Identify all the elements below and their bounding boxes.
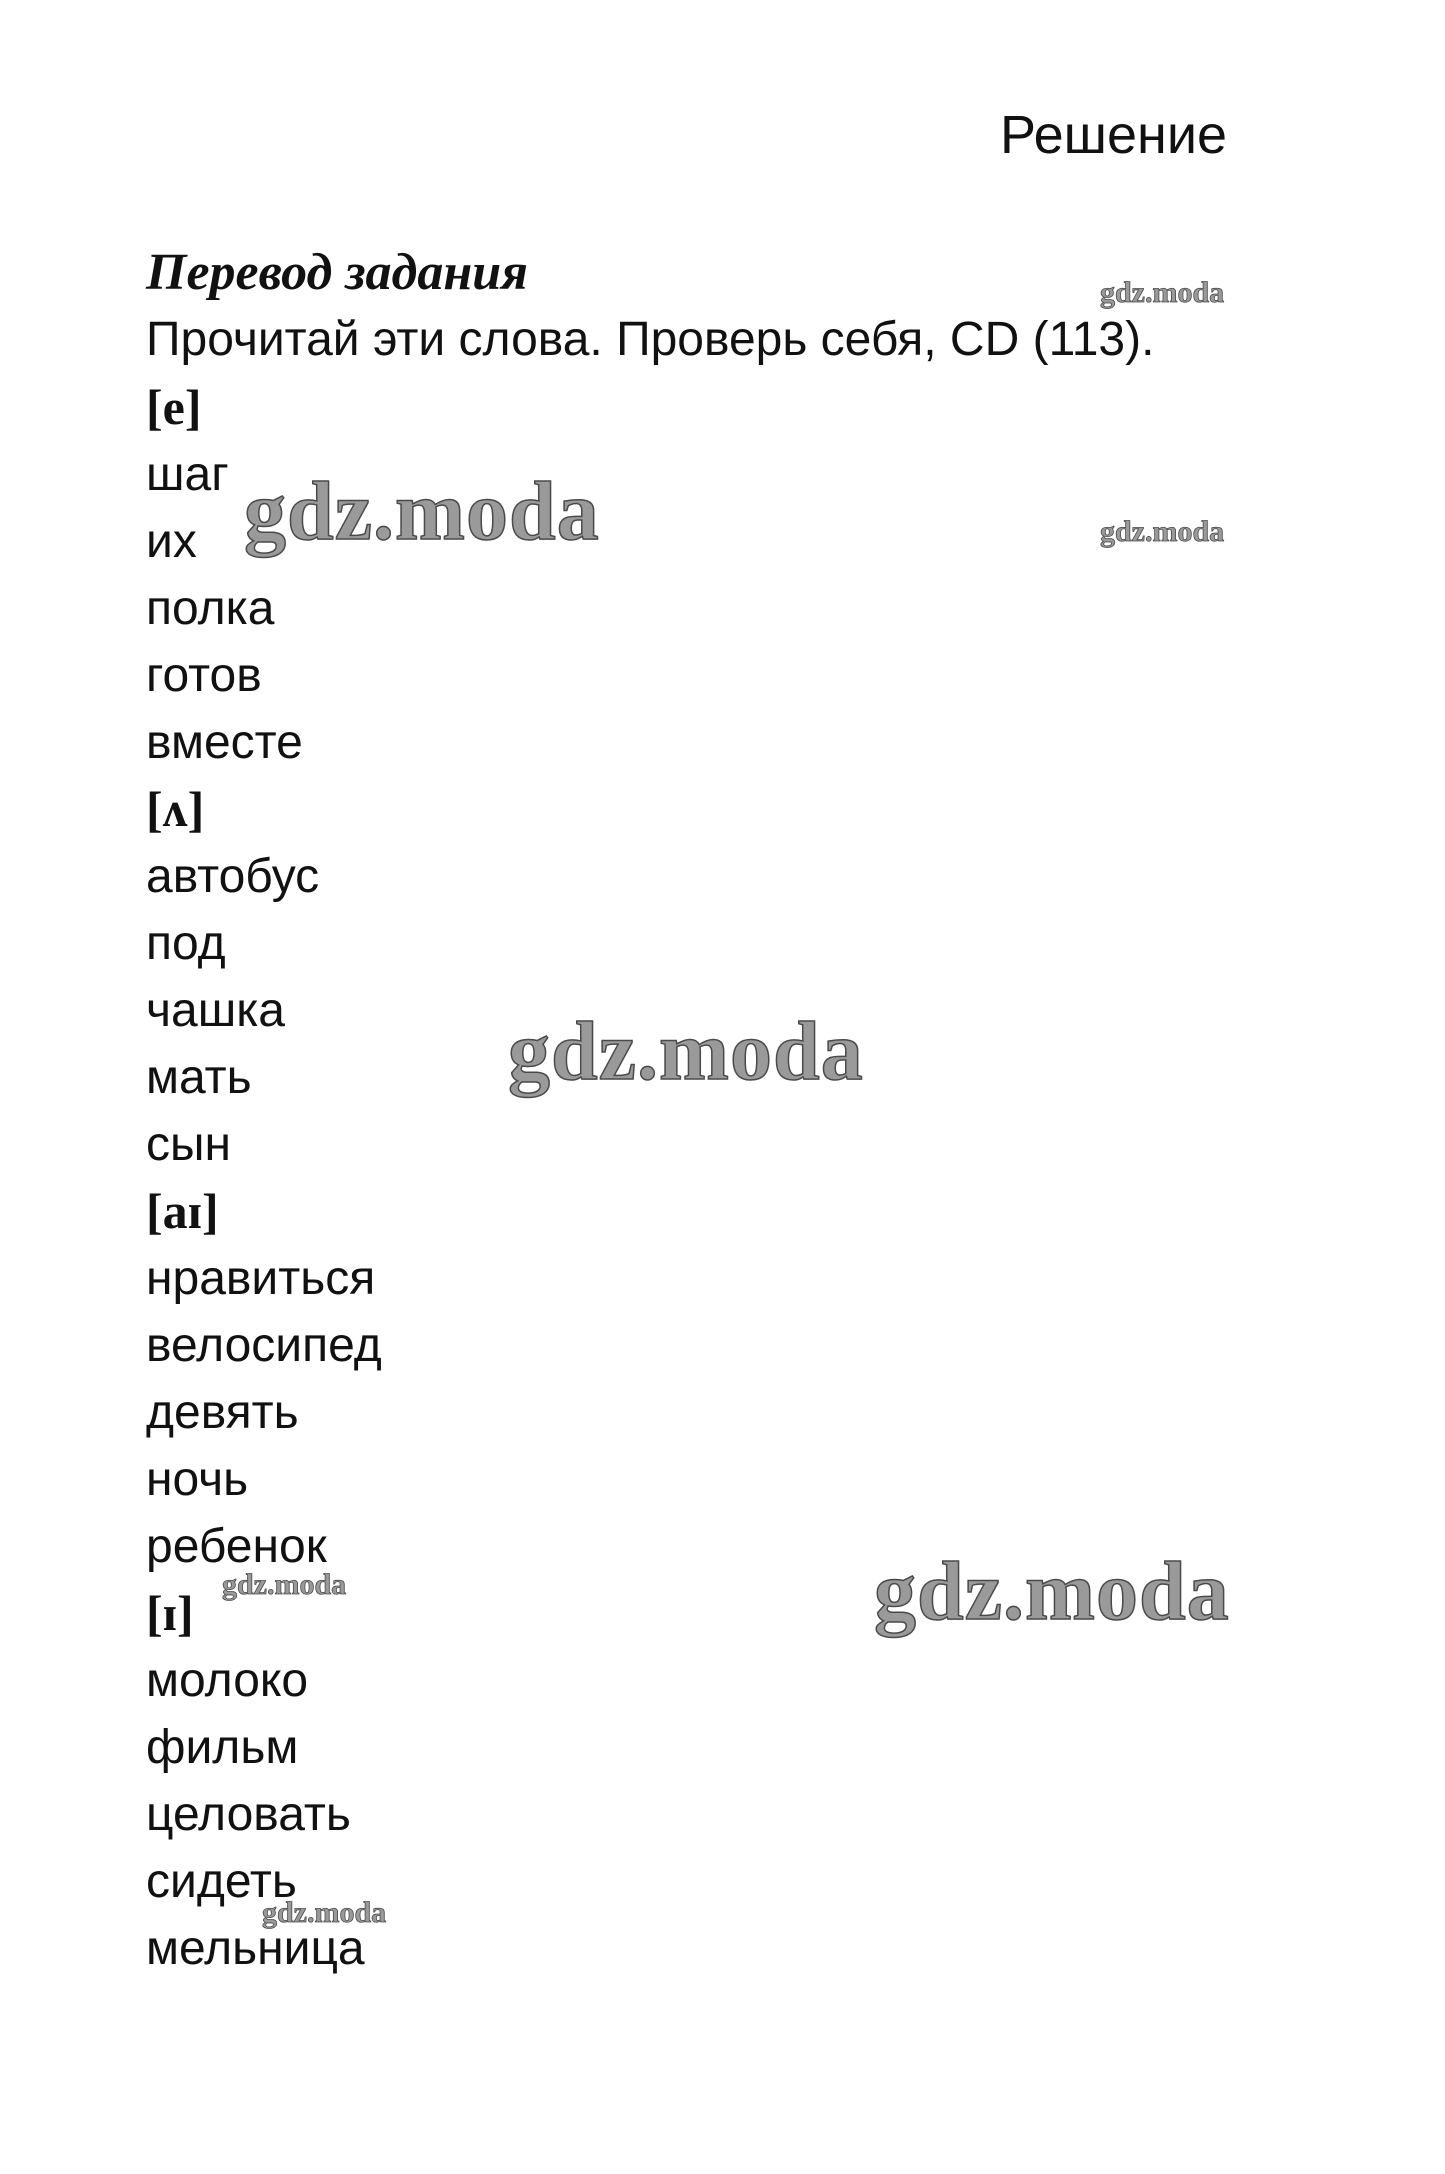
word-item: полка — [146, 582, 275, 635]
word-item: мать — [146, 1051, 252, 1104]
word-item: велосипед — [146, 1319, 382, 1372]
section-e — [146, 374, 1346, 776]
sound-label: [e] — [146, 379, 202, 435]
word-item: ночь — [146, 1453, 249, 1506]
word-item: сидеть — [146, 1855, 297, 1908]
word-item: ребенок — [146, 1520, 327, 1573]
word-item: автобус — [146, 850, 320, 903]
watermark: gdz.moda — [1100, 276, 1225, 309]
word-item: чашка — [146, 984, 285, 1037]
solution-heading: Решение — [1000, 105, 1228, 165]
task-title: Перевод задания — [146, 244, 528, 301]
word-item: молоко — [146, 1654, 309, 1707]
word-item: готов — [146, 649, 262, 702]
word-item: под — [146, 917, 226, 970]
sound-label: [ɪ] — [146, 1585, 194, 1641]
word-item: их — [146, 515, 197, 568]
watermark: gdz.moda — [1100, 515, 1225, 548]
word-item: вместе — [146, 716, 303, 769]
word-item: шаг — [146, 448, 229, 501]
word-item: сын — [146, 1118, 232, 1171]
watermark: gdz.moda — [222, 1568, 347, 1601]
watermark: gdz.moda — [874, 1545, 1230, 1638]
word-item: фильм — [146, 1721, 299, 1774]
watermark: gdz.moda — [508, 1005, 864, 1098]
section-wedge — [146, 776, 1346, 1178]
sound-label: [ʌ] — [146, 781, 205, 837]
word-item: нравиться — [146, 1252, 376, 1305]
sound-label: [aɪ] — [146, 1183, 219, 1239]
word-item: целовать — [146, 1788, 351, 1841]
word-item: девять — [146, 1386, 299, 1439]
watermark: gdz.moda — [262, 1896, 387, 1929]
word-item: мельница — [146, 1922, 365, 1975]
watermark: gdz.moda — [244, 465, 600, 558]
section-ai — [146, 1178, 1346, 1580]
task-instruction: Прочитай эти слова. Проверь себя, CD (113). — [146, 313, 1155, 366]
